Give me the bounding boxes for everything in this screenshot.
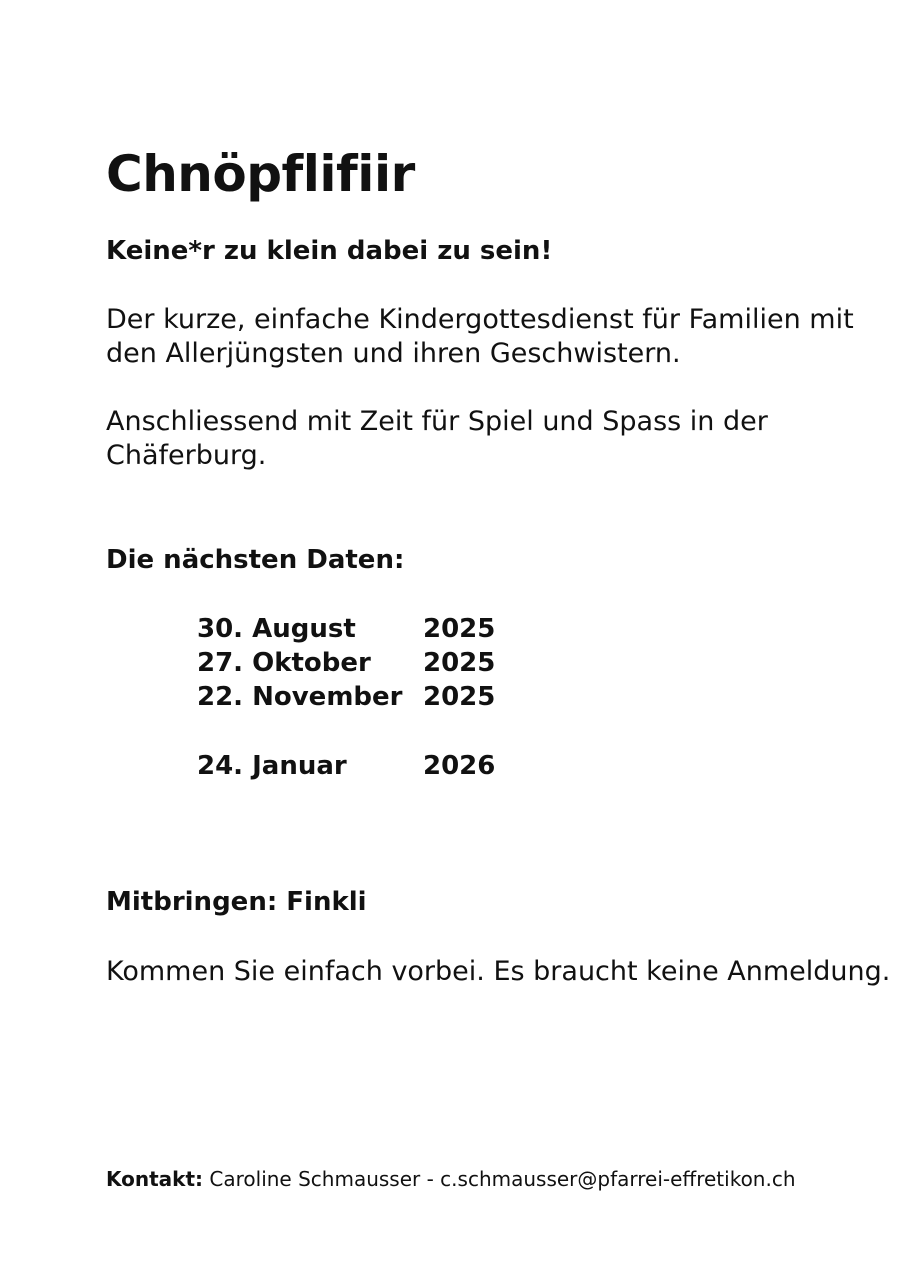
intro-paragraph: Der kurze, einfache Kindergottesdienst für Familien mit den Allerjüngsten und ihren Geschwistern. [106,304,854,369]
date-year: 2025 [423,682,496,712]
date-row [197,680,495,714]
date-day: 24. Januar [197,751,347,781]
bring-heading: Mitbringen: Finkli [106,887,367,917]
date-day: 30. August [197,614,356,644]
dates-heading: Die nächsten Daten: [106,545,405,575]
contact-details: Caroline Schmausser - c.schmausser@pfarrei-effretikon.ch [203,1167,796,1191]
page-title: Chnöpflifiir [106,145,415,203]
date-year: 2025 [423,648,496,678]
flyer-page [106,0,891,1276]
no-registration-note: Kommen Sie einfach vorbei. Es braucht keine Anmeldung. [106,956,891,987]
afterwards-paragraph: Anschliessend mit Zeit für Spiel und Spass in der Chäferburg. [106,406,768,471]
date-row [197,749,495,783]
contact-label: Kontakt: [106,1167,204,1191]
date-row [197,612,495,646]
date-day: 22. November [197,682,403,712]
date-row [197,646,495,680]
dates-list [197,612,495,783]
subtitle: Keine*r zu klein dabei zu sein! [106,236,553,266]
contact-line [106,1164,796,1194]
date-year: 2026 [423,751,496,781]
date-year: 2025 [423,614,496,644]
date-day: 27. Oktober [197,648,371,678]
